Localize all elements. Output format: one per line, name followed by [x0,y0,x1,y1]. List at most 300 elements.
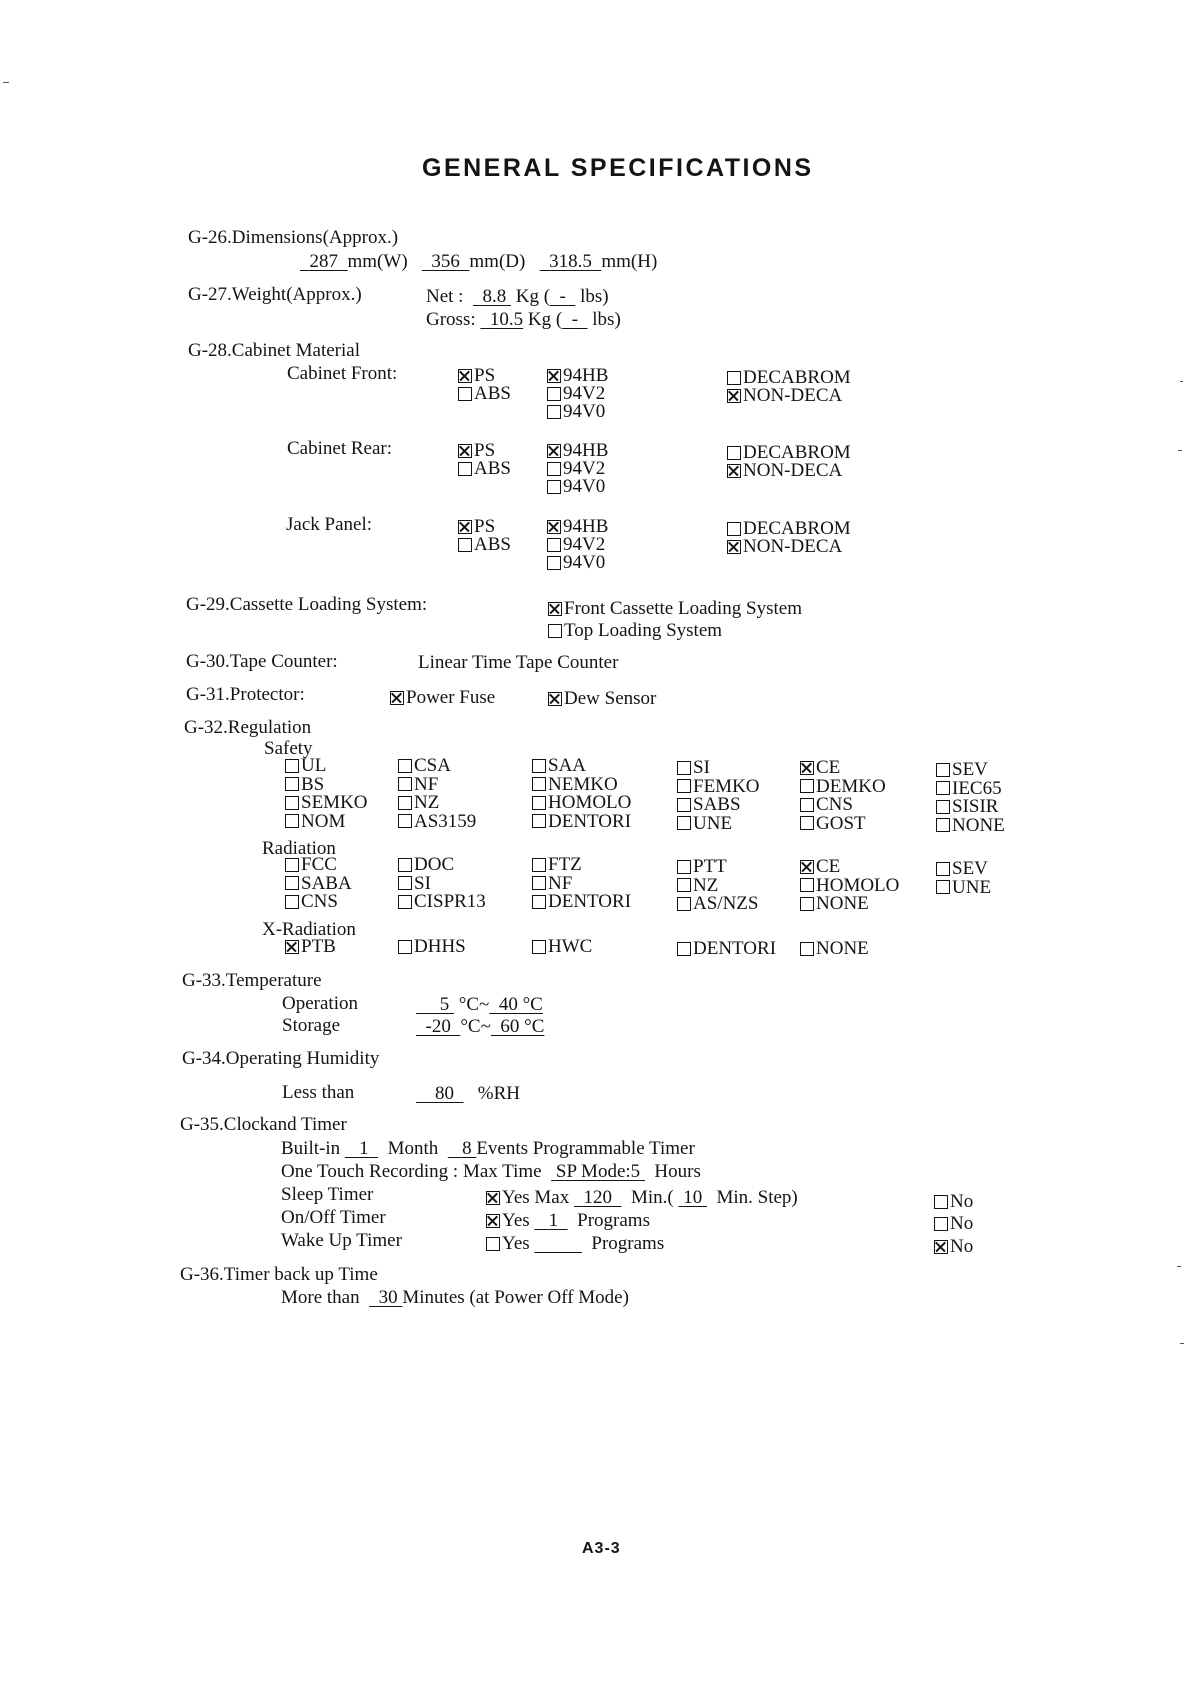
g28-row-label: Jack Panel: [286,514,373,535]
checkbox-label: 94V2 [563,458,606,479]
checkbox-icon [532,777,546,791]
checkbox-wake-no[interactable] [934,1237,973,1256]
g33-op-min: 5 [439,994,450,1015]
checkbox-icon [547,556,561,570]
checkbox-label: SAA [548,755,587,776]
checkbox-label: PS [474,516,496,537]
checkbox-label: SABA [301,872,352,894]
checkbox-label: 94V2 [563,383,606,404]
checkbox-icon [677,798,691,812]
checkbox-safety-sisir[interactable] [936,797,998,816]
checkbox-icon [547,387,561,401]
checkbox-icon [547,480,561,494]
checkbox-label: FCC [301,854,337,875]
g35-programs-label: Programs [591,1233,665,1254]
checkbox-icon [486,1191,500,1205]
checkbox-label: DHHS [414,936,466,957]
g35-label: G-35.Clockand Timer [180,1114,347,1135]
checkbox-label: CNS [301,891,338,912]
checkbox-icon [800,942,814,956]
scan-mark [3,82,9,83]
checkbox-radiation-ftz[interactable] [532,855,582,874]
g33-storage-range [416,1016,544,1038]
checkbox-safety-as3159[interactable] [398,812,476,831]
g33-unit: °C [524,1016,545,1037]
g33-st-max: 60 [500,1016,520,1037]
g26-width: 287 [309,251,338,272]
checkbox-label: CSA [414,755,451,776]
checkbox-label: FTZ [548,854,582,875]
checkbox-radiation-saba[interactable] [285,874,352,893]
checkbox-label: SI [414,872,431,894]
g27-gross-kg: 10.5 [489,309,524,330]
checkbox-label: Power Fuse [406,687,496,708]
checkbox-icon [398,858,412,872]
g33-operation-range [416,994,543,1016]
g35-hours-label: Hours [654,1161,701,1182]
checkbox-safety-saa[interactable] [532,756,586,775]
checkbox-icon [677,878,691,892]
g34-less-label: Less than [282,1082,355,1103]
checkbox-icon [936,862,950,876]
checkbox-label: CE [816,856,841,877]
g35-sleep-step: 10 [683,1187,703,1208]
checkbox-label: DECABROM [743,518,851,539]
g35-programs-label: Programs [577,1210,650,1231]
checkbox-icon [800,878,814,892]
g27-gross-row [426,309,621,331]
g27-lbs-close: lbs) [580,286,609,307]
g26-d-unit: mm(D) [469,251,526,272]
checkbox-safety-femko[interactable] [677,777,760,796]
checkbox-label: DENTORI [693,938,777,959]
checkbox-label: UNE [693,812,733,834]
g35-otr-label: One Touch Recording : Max Time [281,1161,542,1182]
checkbox-icon [285,876,299,890]
checkbox-radiation-ptt[interactable] [677,857,727,876]
checkbox-label: UNE [952,876,992,898]
checkbox-icon [285,777,299,791]
checkbox-label: DECABROM [743,442,851,463]
g27-net-row [426,286,609,308]
checkbox-safety-dentori[interactable] [532,812,631,831]
checkbox-94v0[interactable] [547,477,605,496]
checkbox-icon [398,777,412,791]
checkbox-radiation-nz[interactable] [677,876,718,895]
checkbox-icon [547,520,561,534]
g33-operation-label: Operation [282,993,358,1014]
checkbox-safety-bs[interactable] [285,775,324,794]
checkbox-label: NONE [816,893,869,914]
checkbox-label: HOMOLO [548,792,632,813]
g27-label: G-27.Weight(Approx.) [188,284,362,305]
checkbox-label: ABS [474,383,511,404]
g35-sleep-max: 120 [583,1187,612,1208]
checkbox-label: NF [548,872,573,894]
checkbox-icon [532,858,546,872]
checkbox-label: AS3159 [414,810,477,832]
checkbox-label: PS [474,440,496,461]
checkbox-label: UL [301,755,327,776]
checkbox-icon [934,1240,948,1254]
g33-storage-label: Storage [282,1015,341,1036]
checkbox-icon [727,464,741,478]
g35-builtin-label: Built-in [281,1138,341,1159]
checkbox-icon [398,796,412,810]
g35-sleep-min-label: Min.( [630,1187,674,1208]
checkbox-safety-gost[interactable] [800,814,866,833]
checkbox-dew-sensor[interactable] [548,689,656,708]
checkbox-icon [547,444,561,458]
checkbox-label: 94V0 [563,401,606,422]
checkbox-icon [285,814,299,828]
g32-label: G-32.Regulation [184,717,312,738]
g32-safety-label: Safety [264,738,313,759]
checkbox-icon [936,763,950,777]
checkbox-icon [486,1214,500,1228]
g36-row [281,1287,629,1309]
checkbox-icon [936,800,950,814]
checkbox-icon [458,538,472,552]
checkbox-radiation-doc[interactable] [398,855,454,874]
checkbox-icon [285,940,299,954]
g35-month-label: Month [387,1138,439,1159]
g26-height: 318.5 [549,251,592,272]
checkbox-label: CE [816,757,841,778]
g28-row-label: Cabinet Rear: [287,438,392,459]
g27-kg-open: Kg ( [527,309,563,330]
checkbox-label: NONE [952,814,1005,836]
checkbox-radiation-asnzs[interactable] [677,894,758,913]
checkbox-sleep-yes[interactable] [486,1188,798,1207]
scan-mark [1177,1266,1181,1267]
checkbox-radiation-une[interactable] [936,878,991,897]
checkbox-icon [727,446,741,460]
checkbox-xrad-dhhs[interactable] [398,937,466,956]
checkbox-icon [285,759,299,773]
checkbox-label: 94V0 [563,552,606,573]
checkbox-icon [486,1237,500,1251]
checkbox-icon [800,816,814,830]
checkbox-icon [398,814,412,828]
checkbox-radiation-none[interactable] [800,894,869,913]
checkbox-label: BS [301,773,325,795]
checkbox-abs[interactable] [458,459,511,478]
checkbox-non-deca[interactable] [727,537,842,556]
g34-value-row [416,1083,520,1105]
checkbox-icon [458,462,472,476]
checkbox-icon [934,1195,948,1209]
scan-mark [1178,450,1182,451]
checkbox-radiation-fcc[interactable] [285,855,337,874]
g26-w-unit: mm(W) [347,251,408,272]
checkbox-icon [458,520,472,534]
checkbox-label: NEMKO [548,773,618,795]
g33-unit: °C [522,994,543,1015]
checkbox-safety-si[interactable] [677,758,710,777]
g30-label: G-30.Tape Counter: [186,651,338,672]
g26-label: G-26.Dimensions(Approx.) [188,227,399,248]
g27-kg-open: Kg ( [515,286,551,307]
g32-radiation-label: Radiation [262,838,336,859]
checkbox-label: 94HB [563,440,609,461]
g26-h-unit: mm(H) [601,251,658,272]
g36-tail: Minutes (at Power Off Mode) [402,1287,629,1308]
checkbox-safety-homolo[interactable] [532,793,631,812]
g34-value: 80 [435,1083,454,1104]
checkbox-radiation-cispr13[interactable] [398,892,486,911]
g27-gross-label: Gross: [426,309,476,330]
checkbox-label: 94HB [563,365,609,386]
checkbox-label: NZ [693,874,719,896]
checkbox-icon [727,389,741,403]
checkbox-radiation-nf[interactable] [532,874,572,893]
g26-dimensions [300,251,657,273]
g35-sleep-label: Sleep Timer [281,1184,374,1205]
checkbox-icon [800,779,814,793]
checkbox-safety-csa[interactable] [398,756,451,775]
checkbox-label: 94V2 [563,534,606,555]
g35-events: 8 [462,1138,472,1159]
checkbox-label: NF [414,773,439,795]
checkbox-label: Dew Sensor [564,688,657,709]
checkbox-icon [677,942,691,956]
checkbox-icon [398,876,412,890]
checkbox-sleep-no[interactable] [934,1192,973,1211]
checkbox-label: PTB [301,936,336,957]
checkbox-radiation-sev[interactable] [936,859,988,878]
g35-otr-row [281,1161,701,1183]
checkbox-safety-semko[interactable] [285,793,368,812]
checkbox-icon [727,522,741,536]
checkbox-icon [936,781,950,795]
checkbox-label: DEMKO [816,775,886,797]
checkbox-icon [285,858,299,872]
checkbox-icon [398,895,412,909]
checkbox-label: HOMOLO [816,874,900,896]
checkbox-label: SABS [693,794,741,815]
checkbox-xrad-hwc[interactable] [532,937,592,956]
checkbox-label: Yes [502,1210,530,1231]
checkbox-safety-none[interactable] [936,816,1005,835]
g35-wake-count [534,1234,582,1253]
g31-label: G-31.Protector: [186,684,305,705]
checkbox-xrad-ptb[interactable] [285,937,336,956]
g33-st-min: -20 [425,1016,451,1037]
checkbox-icon [398,759,412,773]
checkbox-abs[interactable] [458,535,511,554]
checkbox-icon [936,880,950,894]
checkbox-icon [532,759,546,773]
g35-events-label: Events Programmable Timer [476,1138,695,1159]
g35-wake-label: Wake Up Timer [281,1230,402,1251]
checkbox-94v0[interactable] [547,553,605,572]
checkbox-icon [548,602,562,616]
checkbox-94v0[interactable] [547,402,605,421]
checkbox-label: PS [474,365,496,386]
checkbox-radiation-dentori[interactable] [532,892,631,911]
checkbox-safety-iec65[interactable] [936,779,1002,798]
checkbox-icon [532,940,546,954]
checkbox-icon [800,860,814,874]
checkbox-label: AS/NZS [693,893,759,914]
g28-row-label: Cabinet Front: [287,363,398,384]
g27-net-lbs: - [559,286,566,307]
g34-label: G-34.Operating Humidity [182,1048,380,1069]
checkbox-label: NON-DECA [743,460,843,481]
checkbox-safety-demko[interactable] [800,777,886,796]
g28-label: G-28.Cabinet Material [188,340,361,361]
checkbox-non-deca[interactable] [727,386,842,405]
checkbox-label: CNS [816,794,853,815]
checkbox-label: CISPR13 [414,891,486,912]
checkbox-label: DENTORI [548,810,632,832]
checkbox-non-deca[interactable] [727,461,842,480]
checkbox-wake-yes[interactable] [486,1234,664,1253]
page-number: A3-3 [582,1540,621,1557]
checkbox-label: SEV [952,759,988,780]
checkbox-icon [532,895,546,909]
g36-label: G-36.Timer back up Time [180,1264,378,1285]
checkbox-icon [390,691,404,705]
checkbox-label: 94V0 [563,476,606,497]
checkbox-icon [285,895,299,909]
checkbox-safety-sabs[interactable] [677,795,741,814]
scan-mark [1180,1343,1184,1344]
checkbox-radiation-si[interactable] [398,874,431,893]
checkbox-safety-sev[interactable] [936,760,988,779]
checkbox-icon [800,798,814,812]
checkbox-safety-ul[interactable] [285,756,326,775]
g33-sep: °C~ [458,994,490,1015]
checkbox-safety-nz[interactable] [398,793,439,812]
checkbox-icon [677,761,691,775]
checkbox-label: ABS [474,458,511,479]
checkbox-label: FEMKO [693,775,760,797]
checkbox-icon [532,814,546,828]
checkbox-icon [727,540,741,554]
checkbox-label: No [950,1191,974,1212]
g27-net-label: Net : [426,286,464,307]
checkbox-label: GOST [816,812,866,834]
checkbox-label: SEMKO [301,792,368,813]
checkbox-icon [532,876,546,890]
checkbox-icon [677,897,691,911]
g30-value: Linear Time Tape Counter [418,652,619,673]
checkbox-icon [458,444,472,458]
checkbox-icon [547,405,561,419]
checkbox-label: PTT [693,856,727,877]
g27-lbs-close: lbs) [592,309,621,330]
checkbox-icon [800,761,814,775]
checkbox-icon [800,897,814,911]
g35-builtin-row [281,1138,695,1160]
g33-label: G-33.Temperature [182,970,322,991]
checkbox-label: No [950,1236,974,1257]
checkbox-safety-nemko[interactable] [532,775,618,794]
g34-unit: %RH [477,1083,520,1104]
checkbox-label: No [950,1213,974,1234]
checkbox-icon [285,796,299,810]
checkbox-label: NON-DECA [743,536,843,557]
checkbox-label: DECABROM [743,367,851,388]
g35-onoff-count: 1 [548,1210,559,1231]
g27-net-kg: 8.8 [482,286,507,307]
g35-otr-value: SP Mode:5 [555,1161,641,1182]
checkbox-abs[interactable] [458,384,511,403]
checkbox-label: ABS [474,534,511,555]
checkbox-top-loading[interactable] [548,621,722,640]
checkbox-label: IEC65 [952,777,1002,799]
checkbox-safety-ce[interactable] [800,758,840,777]
checkbox-onoff-yes[interactable] [486,1211,650,1230]
g35-onoff-label: On/Off Timer [281,1207,386,1228]
checkbox-icon [548,692,562,706]
checkbox-icon [677,816,691,830]
checkbox-xrad-none[interactable] [800,939,869,958]
checkbox-safety-nf[interactable] [398,775,438,794]
checkbox-icon [532,796,546,810]
checkbox-icon [548,624,562,638]
checkbox-icon [934,1217,948,1231]
checkbox-radiation-ce[interactable] [800,857,840,876]
checkbox-label: NZ [414,792,440,813]
checkbox-xrad-dentori[interactable] [677,939,776,958]
checkbox-label: SEV [952,858,988,879]
g33-sep: °C~ [460,1016,491,1037]
checkbox-icon [547,462,561,476]
checkbox-safety-nom[interactable] [285,812,345,831]
g27-gross-lbs: - [571,309,579,330]
checkbox-label: Yes [502,1233,530,1254]
checkbox-icon [458,387,472,401]
checkbox-icon [547,538,561,552]
g32-xrad-label: X-Radiation [262,919,356,940]
checkbox-safety-une[interactable] [677,814,732,833]
checkbox-label: SI [693,757,710,778]
checkbox-label: NONE [816,938,869,959]
checkbox-label: DOC [414,854,455,875]
checkbox-icon [727,371,741,385]
checkbox-icon [677,779,691,793]
checkbox-label: SISIR [952,796,999,817]
scan-mark [1180,381,1183,382]
checkbox-icon [398,940,412,954]
g26-depth: 356 [431,251,460,272]
checkbox-label: 94HB [563,516,609,537]
checkbox-icon [458,369,472,383]
checkbox-label: Top Loading System [564,620,723,641]
checkbox-icon [936,818,950,832]
g36-value: 30 [378,1287,398,1308]
checkbox-icon [547,369,561,383]
checkbox-icon [677,860,691,874]
checkbox-radiation-homolo[interactable] [800,876,899,895]
checkbox-label: NON-DECA [743,385,843,406]
g33-op-max: 40 [498,994,518,1015]
g35-sleep-step-label: Min. Step) [716,1187,798,1208]
g35-builtin-months: 1 [359,1138,369,1159]
checkbox-label: Yes Max [502,1187,570,1208]
checkbox-label: NOM [301,810,346,832]
page-title: GENERAL SPECIFICATIONS [422,154,814,182]
checkbox-power-fuse[interactable] [390,688,495,707]
checkbox-front-loading[interactable] [548,599,802,618]
checkbox-safety-cns[interactable] [800,795,853,814]
checkbox-onoff-no[interactable] [934,1214,973,1233]
g36-more-label: More than [281,1287,360,1308]
checkbox-radiation-cns[interactable] [285,892,338,911]
